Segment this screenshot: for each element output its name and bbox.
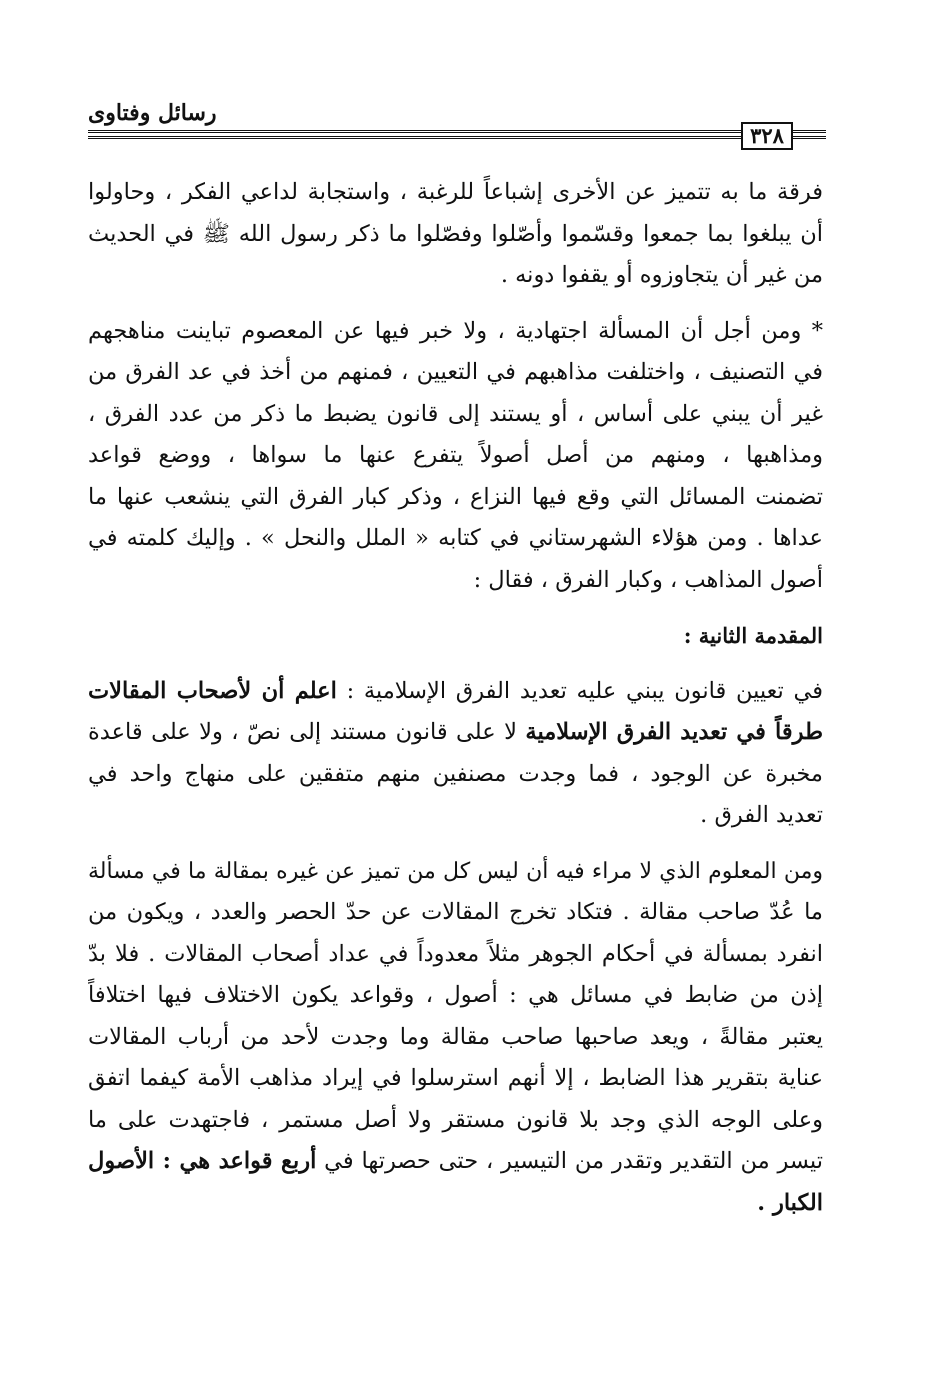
text-line: عداها . ومن هؤلاء الشهرستاني في كتابه « الملل والنحل » . وإليك كلمته في: [88, 525, 823, 551]
text-line: وعلى الوجه الذي وجد بلا قانون مستقر ولا أصل مستمر ، فاجتهدت على ما: [88, 1106, 823, 1133]
text-line: [88, 712, 823, 754]
text-line: أصول المذاهب ، وكبار الفرق ، فقال :: [473, 566, 823, 593]
text-line: من غير أن يتجاوزوه أو يقفوا دونه .: [500, 262, 823, 288]
body-text: [88, 172, 823, 1238]
text-line: غير أن يبني على أساس ، أو يستند إلى قانون يضبط ما ذكر من عدد الفرق ،: [88, 400, 823, 427]
paragraph-2: [88, 311, 823, 602]
bold-text: أربع قواعد هي : الأصول: [88, 1148, 317, 1174]
text-line: [88, 1183, 823, 1225]
header-rule-end: [793, 130, 826, 139]
header-rule: [88, 130, 741, 139]
bold-text: الكبار .: [757, 1189, 823, 1216]
paragraph-4: [88, 851, 823, 1225]
text-line: عناية بتقرير هذا الضابط ، إلا أنهم استرسلوا في إيراد مذاهب الأمة كيفما اتفق: [88, 1065, 823, 1091]
text-line: ما عُدّ صاحب مقالة . فتكاد تخرج المقالات عن حدّ الحصر والعدد ، ويكون من: [88, 899, 823, 925]
text-line: تعديد الفرق .: [700, 802, 823, 828]
text-line: إذن من ضابط في مسائل هي : أصول ، وقواعد يكون الاختلاف فيها اختلافاً: [88, 982, 823, 1008]
page-number: ٣٢٨: [741, 122, 793, 150]
text-run: لا على قانون مستند إلى نصّ ، ولا على قاعدة: [88, 719, 526, 745]
text-line: فرقة ما به تتميز عن الأخرى إشباعاً للرغبة ، واستجابة لداعي الفكر ، وحاولوا: [88, 179, 823, 205]
text-line: أن يبلغوا بما جمعوا وقسّموا وأصّلوا وفصّلوا ما ذكر رسول الله ﷺ في الحديث: [88, 220, 823, 247]
bold-text: اعلم أن لأصحاب المقالات: [88, 677, 337, 704]
running-title: رسائل وفتاوى: [88, 100, 217, 126]
page-header: [88, 100, 826, 160]
text-line: في التصنيف ، واختلفت مذاهبهم في التعيين ، فمنهم من أخذ في عد الفرق من: [88, 359, 823, 385]
text-line: ومن المعلوم الذي لا مراء فيه أن ليس كل من تميز عن غيره بمقالة ما في مسألة: [88, 858, 823, 884]
bold-text: طرقاً في تعديد الفرق الإسلامية: [525, 719, 823, 745]
text-line: [88, 671, 823, 713]
text-line: ومذاهبها ، ومنهم من أصل أصولاً يتفرع عنها ما سواها ، ووضع قواعد: [88, 442, 823, 468]
text-line: يعتبر مقالةً ، ويعد صاحبها صاحب مقالة وما وجدت لأحد من أرباب المقالات: [88, 1023, 823, 1050]
text-line: [88, 1141, 823, 1183]
paragraph-1: [88, 172, 823, 297]
text-line: مخبرة عن الوجود ، فما وجدت مصنفين منهم متفقين على منهاج واحد في: [88, 760, 823, 787]
text-line: * ومن أجل أن المسألة اجتهادية ، ولا خبر فيها عن المعصوم تباينت مناهجهم: [88, 317, 823, 344]
section-heading: المقدمة الثانية :: [683, 623, 823, 648]
paragraph-3: [88, 671, 823, 837]
text-run: تيسر من التقدير وتقدر من التيسير ، حتى حصرتها في: [316, 1148, 823, 1174]
text-line: تضمنت المسائل التي وقع فيها النزاع ، وذكر كبار الفرق التي ينشعب عنها ما: [88, 483, 823, 510]
text-line: انفرد بمسألة في أحكام الجوهر مثلاً معدوداً في عداد أصحاب المقالات . فلا بدّ: [88, 940, 823, 967]
text-run: في تعيين قانون يبني عليه تعديد الفرق الإسلامية :: [336, 677, 823, 704]
